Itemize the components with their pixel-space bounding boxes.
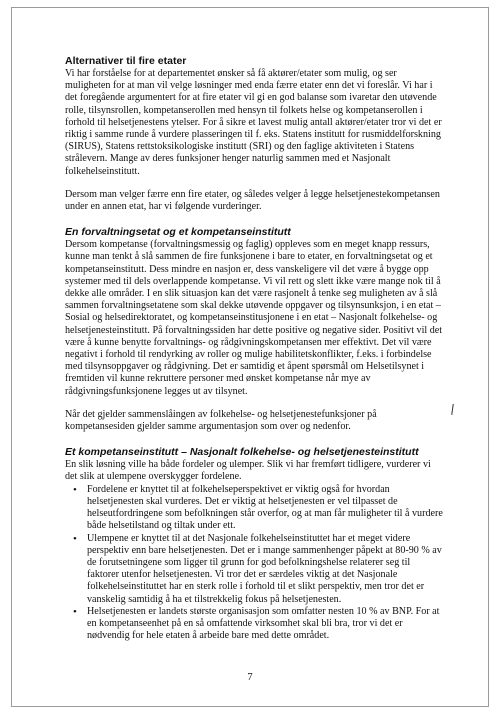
- paragraph-one-institute-intro: En slik løsning ville ha både fordeler og ulemper. Slik vi har fremført tidligere, vurderer vi det slik at ulempene overskygger fordelene.: [65, 459, 431, 483]
- section-heading-alternatives: Alternativer til fire etater: [65, 55, 187, 67]
- paragraph-two-agencies: Dersom kompetanse (forvaltningsmessig og faglig) oppleves som en meget knapp ressurs, kunne man tenkt å slå sammen de fire funksjonene i bare to etater, en forvaltningsetat og et kompetanseinstitutt. Dess mindre en nasjon er, dess vanskeligere vil det være å bygge opp systemer med til dels overlappende kompetanse. Vi vil rett og slett ikke være mange nok til å dekke alle områder. I en slik situasjon kan det være rasjonelt å tenke seg muligheten av å slå sammen forvaltningsetatene som skal dekke utøvende oppgaver og tilsynsunksjon, i en etat – Sosial og helsedirektoratet, og kompetanseinstitusjonene i en etat – Nasjonalt folkehelse- og helsetjenesteinstitutt. På forvaltningssiden har dette positive og negative sider. Positivt vil det være å kunne benytte forvaltnings- og rådgivningskompetansen mer effektivt. Det vil være negativt i forhold til rendyrking av roller og mulige habilitetskonflikter, f.eks. i forbindelse med tilsynsoppgaver og rådgivning. Det er samtidig et åpent spørsmål om Helsetilsynet i fremtiden vil kunne rekruttere personer med ønsket kompetanse når mye av rådgivningsfunksjonene legges ut av tilsynet.: [65, 239, 443, 397]
- list-item-advantages: • Fordelene er knyttet til at folkehelseperspektivet er viktig også for hvordan helsetjenesten skal vurderes. Det er viktig at helsetjenesten er vel tilpasset de helseutfordringene som befolkningen står overfor, og at man får muligheter til å vurdere både helsetilstand og tiltak under ett.: [87, 484, 443, 533]
- page-number: 7: [247, 672, 253, 683]
- list-item-disadvantages: • Ulempene er knyttet til at det Nasjonale folkehelseinstituttet har et meget videre perspektiv enn bare helsetjenesten. Det er i mange sammenhenger påpekt at 80-90 % av de forutsetningene som ligger til grunn for god befolkningshelse relaterer seg til faktorer utenfor helsetjenesten. Vi tror det er særdeles viktig at det Nasjonale folkehelseinstituttet har en sterk rolle i forhold til et slikt perspektiv, men tror det er vanskelig samtidig å ha et tilstrekkelig fokus på helsetjenesten.: [87, 533, 443, 606]
- section-heading-one-institute: Et kompetanseinstitutt – Nasjonalt folkehelse- og helsetjenesteinstitutt: [65, 446, 419, 459]
- paragraph-fewer-agencies: Dersom man velger færre enn fire etater, og således velger å legge helsetjenestekompetansen under en annen etat, har vi følgende vurderinger.: [65, 188, 440, 213]
- margin-pen-mark: [451, 404, 455, 415]
- paragraph-merger-competence: Når det gjelder sammenslåingen av folkehelse- og helsetjenestefunksjoner på kompetansesiden gjelder samme argumentasjon som over og nedenfor.: [65, 408, 377, 433]
- document-page: [11, 7, 489, 707]
- list-item-health-service: • Helsetjenesten er landets største organisasjon som omfatter nesten 10 % av BNP. For at en kompetanseenhet på en så omfattende virksomhet skal bli bra, tror vi det er nødvendig for hele etaten å arbeide bare med dette området.: [87, 606, 443, 643]
- pros-cons-list: [65, 484, 443, 643]
- document-body: [65, 55, 443, 642]
- paragraph-alternatives-intro: Vi har forståelse for at departementet ønsker så få aktører/etater som mulig, og ser muligheten for at man vil velge løsninger med enda færre etater enn det vi foreslår. Vi har i det foregående argumentert for at fire etater vil gi en god balanse som ivaretar den utøvende rolle, tilsynsrollen, kompetanserollen med hensyn til folkets helse og kompetanserollen i forhold til helsetjenestens ytelser. For å sikre et lavest mulig antall aktører/etater tror vi det er riktig i samme runde å vurdere plasseringen til f. eks. Statens institutt for rusmiddelforskning (SIRUS), Statens rettstoksikologiske institutt (SRI) og den faglige aktiviteten i Statens strålevern. Mange av deres funksjoner henger naturlig sammen med et Nasjonalt folkehelseinstitutt.: [65, 68, 442, 177]
- section-heading-two-agencies: En forvaltningsetat og et kompetanseinstitutt: [65, 226, 291, 239]
